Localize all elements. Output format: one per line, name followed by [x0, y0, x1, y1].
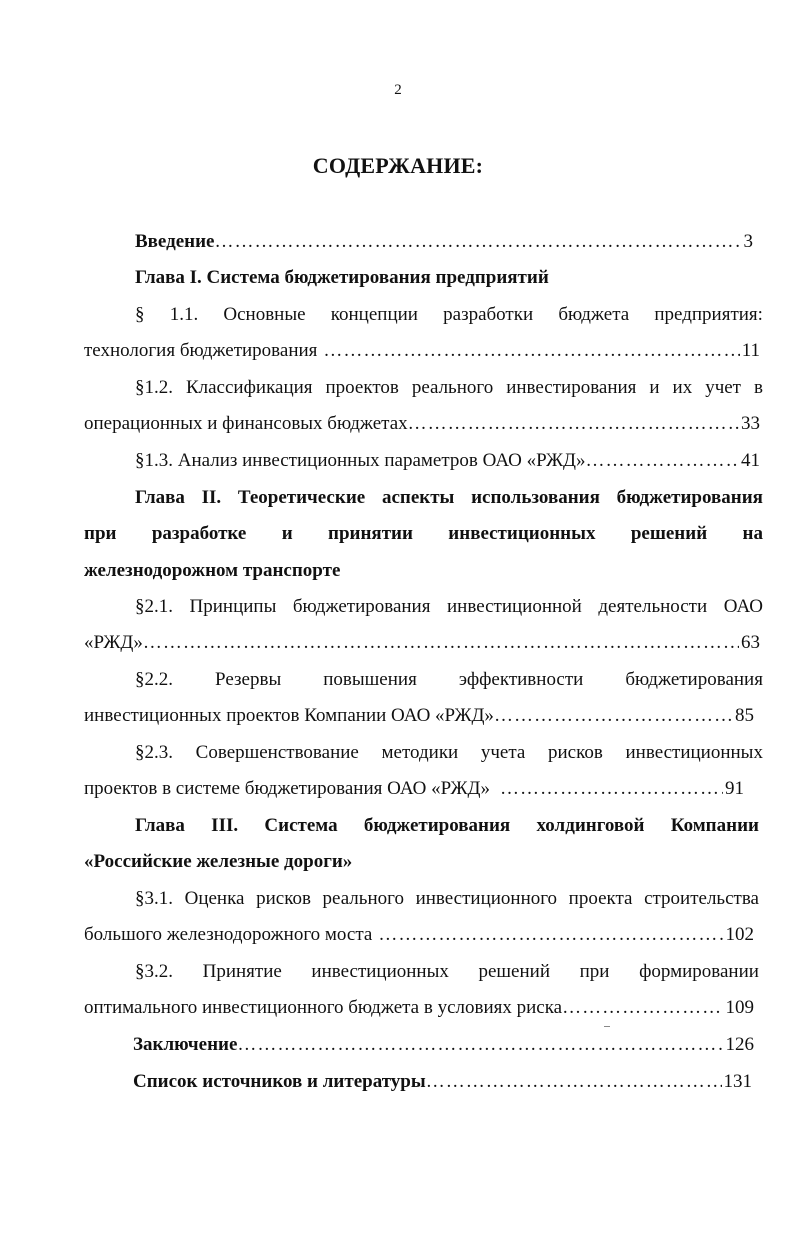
toc-chapter-heading: Глава I. Система бюджетирования предприятий: [135, 267, 549, 288]
toc-entry-s2-3-line1: §2.3. Совершенствование методики учета рисков инвестиционных: [135, 742, 763, 763]
toc-chapter2-line2: при разработке и принятии инвестиционных решений на: [84, 523, 763, 544]
toc-entry-s1-1-line2: технология бюджетирования …………………………………………………………………………………………………………………………………………… 11: [84, 339, 760, 363]
toc-entry-s1-1-line1: § 1.1. Основные концепции разработки бюджета предприятия:: [135, 304, 763, 325]
toc-entry-s3-2-line2: оптимального инвестиционного бюджета в условиях риска …………………………………………………………………………………………………………………………………………… 109: [84, 996, 754, 1020]
toc-entry-intro: [135, 230, 753, 254]
toc-entry-page: 102: [725, 924, 754, 945]
page-number: 2: [394, 82, 402, 98]
toc-entry-s2-2-line2: инвестиционных проектов Компании ОАО «РЖД» …………………………………………………………………………………………………………………………………………… 85: [84, 704, 754, 728]
toc-entry-label: Введение: [135, 231, 215, 252]
toc-entry-s2-2-line1: §2.2. Резервы повышения эффективности бюджетирования: [135, 669, 763, 690]
toc-chapter3-line1: Глава III. Система бюджетирования холдинговой Компании: [135, 815, 759, 836]
toc-chapter3-line2: «Российские железные дороги»: [84, 851, 353, 872]
toc-entry-conclusion: [133, 1033, 754, 1057]
toc-entry-page: 3: [743, 231, 753, 252]
toc-entry-page: 41: [741, 450, 760, 471]
toc-entry-page: 63: [741, 632, 760, 653]
toc-entry-s1-3: §1.3. Анализ инвестиционных параметров ОАО «РЖД» …………………………………………………………………………………………………………………………………………… 41: [135, 449, 760, 473]
toc-chapter2-line1: Глава II. Теоретические аспекты использования бюджетирования: [135, 487, 763, 508]
toc-entry-s3-1-line2: большого железнодорожного моста …………………………………………………………………………………………………………………………………………… 102: [84, 923, 754, 947]
toc-entry-label: Заключение: [133, 1034, 238, 1055]
toc-entry-page: 11: [741, 340, 760, 361]
toc-entry-s3-1-line1: §3.1. Оценка рисков реального инвестиционного проекта строительства: [135, 888, 759, 909]
page-title: СОДЕРЖАНИЕ:: [312, 153, 484, 178]
toc-entry-s3-2-line1: §3.2. Принятие инвестиционных решений при формировании: [135, 961, 759, 982]
toc-entry-page: 109: [725, 997, 754, 1018]
toc-entry-page: 85: [735, 705, 754, 726]
scan-mark: [604, 1026, 610, 1027]
toc-entry-s2-3-line2: проектов в системе бюджетирования ОАО «РЖД» …………………………………………………………………………………………………………………………………………… 91: [84, 777, 744, 801]
toc-chapter2-line3: железнодорожном транспорте: [84, 560, 341, 581]
toc-entry-page: 33: [741, 413, 760, 434]
toc-entry-s1-2-line2: операционных и финансовых бюджетах …………………………………………………………………………………………………………………………………………… 33: [84, 412, 760, 436]
toc-entry-s1-2-line1: §1.2. Классификация проектов реального инвестирования и их учет в: [135, 377, 763, 398]
toc-entry-page: 131: [723, 1071, 752, 1092]
toc-entry-page: 126: [725, 1034, 754, 1055]
toc-entry-sources: [133, 1070, 752, 1094]
toc-entry-s2-1-line1: §2.1. Принципы бюджетирования инвестиционной деятельности ОАО: [135, 596, 763, 617]
toc-entry-s2-1-line2: «РЖД» …………………………………………………………………………………………………………………………………………… 63: [84, 631, 760, 655]
toc-entry-label: Список источников и литературы: [133, 1071, 426, 1092]
toc-entry-page: 91: [725, 778, 744, 799]
